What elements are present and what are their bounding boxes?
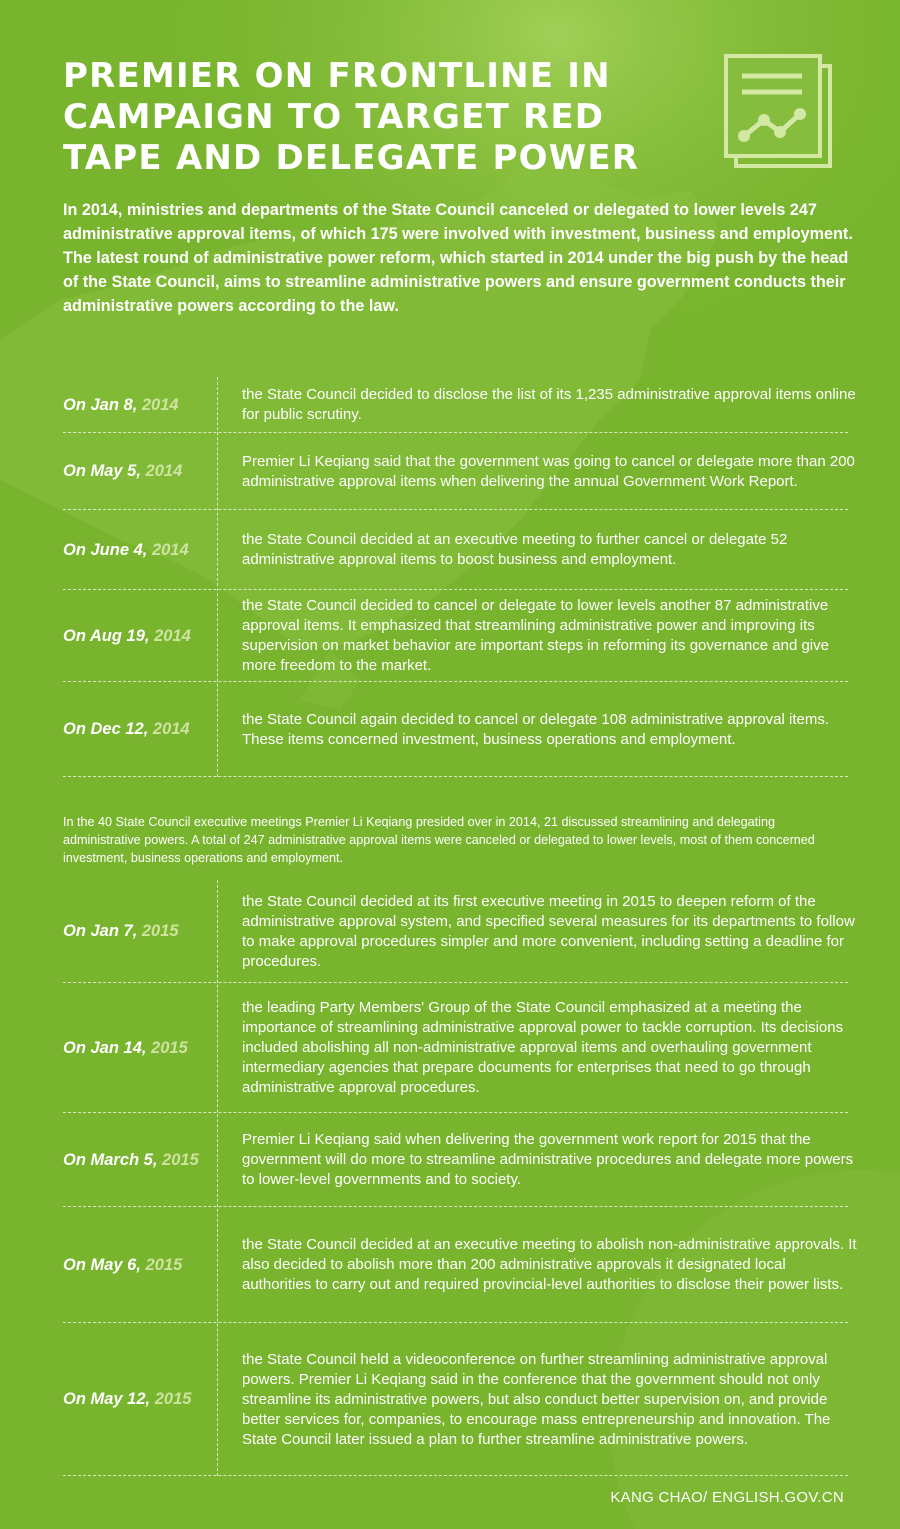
entry-date: On Jan 14, 2015 [63,1038,188,1057]
entry-description: the State Council decided to cancel or delegate to lower levels another 87 administrative approval items. It emphasized that streamlining administrative power and improving its supervision on market behavior are important steps in reforming its governance and give more freedom to the market. [242,597,829,674]
entry-description: the leading Party Members' Group of the State Council emphasized at a meeting the importance of streamlining administrative approval power to tackle corruption. Its decisions included abolishing all non-administrative approval items and overhauling government intermediary agencies that prepare documents for enterprises that need to go through administrative approval procedures. [242,999,844,1096]
intro-paragraph: In 2014, ministries and departments of the State Council canceled or delegated to lower levels 247 administrative approval items, of which 175 were involved with investment, business and employment. The latest round of administrative power reform, which started in 2014 under the big push by the head of the State Council, aims to streamline administrative powers and ensure government conducts their administrative powers according to the law. [63,201,853,315]
entry-description: the State Council decided at an executive meeting to further cancel or delegate 52 administrative approval items to boost business and employment. [242,531,788,568]
timeline-2014 [0,377,900,777]
timeline-entry [0,682,900,777]
entry-description: the State Council decided to disclose the list of its 1,235 administrative approval items online for public scrutiny. [242,386,856,423]
credit-line: KANG CHAO/ ENGLISH.GOV.CN [610,1489,844,1506]
entry-date: On Jan 8, 2014 [63,395,179,414]
timeline-entry [0,590,900,682]
timeline-entry [0,1113,900,1207]
entry-date: On June 4, 2014 [63,540,189,559]
timeline-entry [0,1207,900,1323]
summary-paragraph: In the 40 State Council executive meetings Premier Li Keqiang presided over in 2014, 21 discussed streamlining and delegating administrative powers. A total of 247 administrative approval items were canceled or delegated to lower levels, most of them concerned investment, business operations and employment. [63,815,815,865]
entry-date: On May 5, 2014 [63,462,183,480]
timeline-entry [0,880,900,983]
entry-description: the State Council again decided to cancel or delegate 108 administrative approval items. These items concerned investment, business operations and employment. [242,710,830,748]
entry-description: Premier Li Keqiang said that the government was going to cancel or delegate more than 200 administrative approval items when delivering the annual Government Work Report. [242,452,855,490]
entry-description: Premier Li Keqiang said when delivering the government work report for 2015 that the government will do more to streamline administrative procedures and delegate more powers to lower-level governments and to society. [242,1131,854,1188]
timeline-entry [0,433,900,510]
entry-date: On Aug 19, 2014 [63,626,191,645]
page-title: PREMIER ON FRONTLINE IN CAMPAIGN TO TARGET RED TAPE AND DELEGATE POWER [63,56,640,178]
timeline-2015 [0,880,900,1476]
document-chart-icon [722,54,834,170]
timeline-entry [0,377,900,433]
timeline-entry [0,1323,900,1476]
entry-date: On March 5, 2015 [63,1150,199,1169]
entry-date: On May 12, 2015 [63,1390,192,1408]
entry-description: the State Council decided at its first executive meeting in 2015 to deepen reform of the administrative approval system, and specified several measures for its departments to follow to make approval procedures simpler and more convenient, including setting a deadline for procedures. [242,892,855,970]
timeline-entry [0,983,900,1113]
entry-date: On Jan 7, 2015 [63,922,179,940]
timeline-entry [0,510,900,590]
entry-date: On Dec 12, 2014 [63,720,190,738]
entry-description: the State Council decided at an executive meeting to abolish non-administrative approvals. It also decided to abolish more than 200 administrative approvals it designated local authorities to carry out and required provincial-level authorities to disclose their power lists. [242,1236,857,1293]
entry-description: the State Council held a videoconference on further streamlining administrative approval powers. Premier Li Keqiang said in the conference that the government should not only streamline its administrative powers, but also conduct better supervision on, and provide better services for, companies, to encourage mass entrepreneurship and innovation. The State Council later issued a plan to further streamline administrative powers. [242,1350,831,1448]
entry-date: On May 6, 2015 [63,1255,183,1274]
